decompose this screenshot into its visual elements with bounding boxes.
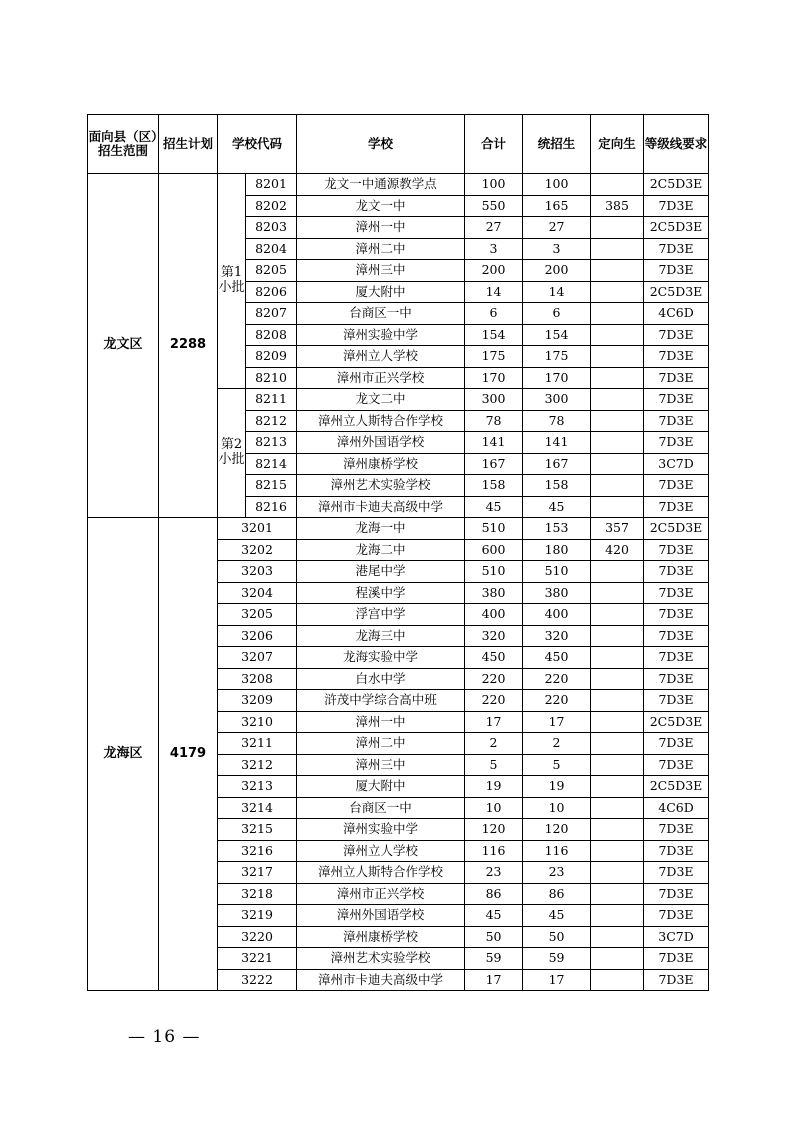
level-cell: 7D3E: [644, 582, 709, 604]
total-cell: 2: [465, 733, 523, 755]
school-code-cell: 3220: [218, 926, 297, 948]
level-cell: 7D3E: [644, 195, 709, 217]
directed-cell: [591, 303, 644, 325]
directed-cell: [591, 797, 644, 819]
unified-cell: 45: [523, 496, 591, 518]
unified-cell: 17: [523, 711, 591, 733]
directed-cell: [591, 776, 644, 798]
unified-cell: 78: [523, 410, 591, 432]
school-name-cell: 龙文二中: [297, 389, 465, 411]
level-cell: 3C7D: [644, 926, 709, 948]
level-cell: 7D3E: [644, 754, 709, 776]
school-code-cell: 3210: [218, 711, 297, 733]
level-cell: 2C5D3E: [644, 518, 709, 540]
total-cell: 600: [465, 539, 523, 561]
directed-cell: [591, 389, 644, 411]
school-code-cell: 3201: [218, 518, 297, 540]
school-name-cell: 漳州市卡迪夫高级中学: [297, 969, 465, 991]
directed-cell: [591, 647, 644, 669]
unified-cell: 50: [523, 926, 591, 948]
total-cell: 17: [465, 969, 523, 991]
directed-cell: [591, 582, 644, 604]
school-name-cell: 浮宫中学: [297, 604, 465, 626]
unified-cell: 450: [523, 647, 591, 669]
school-code-cell: 3206: [218, 625, 297, 647]
level-cell: 7D3E: [644, 389, 709, 411]
school-code-cell: 3212: [218, 754, 297, 776]
school-name-cell: 漳州三中: [297, 754, 465, 776]
school-name-cell: 龙海实验中学: [297, 647, 465, 669]
unified-cell: 5: [523, 754, 591, 776]
region-cell: 龙海区: [88, 518, 159, 991]
unified-cell: 59: [523, 948, 591, 970]
school-code-cell: 3217: [218, 862, 297, 884]
total-cell: 550: [465, 195, 523, 217]
school-code-cell: 3214: [218, 797, 297, 819]
school-name-cell: 漳州立人斯特合作学校: [297, 862, 465, 884]
school-code-cell: 8215: [246, 475, 297, 497]
directed-cell: [591, 324, 644, 346]
school-name-cell: 漳州实验中学: [297, 819, 465, 841]
school-code-cell: 3216: [218, 840, 297, 862]
total-cell: 23: [465, 862, 523, 884]
region-cell: 龙文区: [88, 174, 159, 518]
school-code-cell: 8202: [246, 195, 297, 217]
school-name-cell: 漳州实验中学: [297, 324, 465, 346]
directed-cell: [591, 754, 644, 776]
directed-cell: [591, 969, 644, 991]
school-code-cell: 3221: [218, 948, 297, 970]
directed-cell: 385: [591, 195, 644, 217]
directed-cell: [591, 733, 644, 755]
unified-cell: 2: [523, 733, 591, 755]
total-cell: 400: [465, 604, 523, 626]
directed-cell: [591, 174, 644, 196]
total-cell: 170: [465, 367, 523, 389]
level-cell: 7D3E: [644, 668, 709, 690]
total-cell: 220: [465, 690, 523, 712]
total-cell: 175: [465, 346, 523, 368]
unified-cell: 116: [523, 840, 591, 862]
total-cell: 380: [465, 582, 523, 604]
unified-cell: 154: [523, 324, 591, 346]
directed-cell: [591, 711, 644, 733]
header-level: 等级线要求: [644, 115, 709, 174]
level-cell: 7D3E: [644, 496, 709, 518]
unified-cell: 153: [523, 518, 591, 540]
school-name-cell: 漳州立人斯特合作学校: [297, 410, 465, 432]
school-name-cell: 龙海二中: [297, 539, 465, 561]
total-cell: 3: [465, 238, 523, 260]
school-code-cell: 8212: [246, 410, 297, 432]
batch-label-cell: 第1小批: [218, 174, 246, 389]
unified-cell: 23: [523, 862, 591, 884]
school-code-cell: 3213: [218, 776, 297, 798]
plan-cell: 4179: [159, 518, 218, 991]
school-name-cell: 漳州艺术实验学校: [297, 475, 465, 497]
level-cell: 7D3E: [644, 604, 709, 626]
total-cell: 59: [465, 948, 523, 970]
directed-cell: [591, 883, 644, 905]
total-cell: 450: [465, 647, 523, 669]
directed-cell: [591, 346, 644, 368]
unified-cell: 175: [523, 346, 591, 368]
level-cell: 7D3E: [644, 948, 709, 970]
batch-label-cell: 第2小批: [218, 389, 246, 518]
school-code-cell: 3211: [218, 733, 297, 755]
enrollment-table: [87, 114, 709, 991]
unified-cell: 165: [523, 195, 591, 217]
level-cell: 7D3E: [644, 539, 709, 561]
directed-cell: [591, 604, 644, 626]
directed-cell: [591, 281, 644, 303]
level-cell: 7D3E: [644, 561, 709, 583]
total-cell: 14: [465, 281, 523, 303]
school-code-cell: 8204: [246, 238, 297, 260]
header-plan: 招生计划: [159, 115, 218, 174]
directed-cell: [591, 238, 644, 260]
school-name-cell: 漳州立人学校: [297, 840, 465, 862]
level-cell: 2C5D3E: [644, 776, 709, 798]
level-cell: 7D3E: [644, 410, 709, 432]
unified-cell: 14: [523, 281, 591, 303]
school-name-cell: 漳州市卡迪夫高级中学: [297, 496, 465, 518]
directed-cell: [591, 496, 644, 518]
school-name-cell: 漳州康桥学校: [297, 926, 465, 948]
school-code-cell: 8207: [246, 303, 297, 325]
school-name-cell: 漳州二中: [297, 733, 465, 755]
level-cell: 2C5D3E: [644, 711, 709, 733]
school-name-cell: 龙海一中: [297, 518, 465, 540]
level-cell: 7D3E: [644, 367, 709, 389]
directed-cell: [591, 690, 644, 712]
unified-cell: 158: [523, 475, 591, 497]
total-cell: 86: [465, 883, 523, 905]
total-cell: 158: [465, 475, 523, 497]
school-name-cell: 龙文一中: [297, 195, 465, 217]
school-name-cell: 台商区一中: [297, 797, 465, 819]
table-row: [88, 518, 709, 540]
total-cell: 220: [465, 668, 523, 690]
level-cell: 7D3E: [644, 324, 709, 346]
directed-cell: [591, 260, 644, 282]
school-name-cell: 白水中学: [297, 668, 465, 690]
unified-cell: 220: [523, 668, 591, 690]
school-code-cell: 8203: [246, 217, 297, 239]
school-code-cell: 8201: [246, 174, 297, 196]
total-cell: 167: [465, 453, 523, 475]
school-code-cell: 8213: [246, 432, 297, 454]
directed-cell: [591, 948, 644, 970]
school-name-cell: 港尾中学: [297, 561, 465, 583]
school-code-cell: 3207: [218, 647, 297, 669]
unified-cell: 180: [523, 539, 591, 561]
directed-cell: [591, 668, 644, 690]
header-total: 合计: [465, 115, 523, 174]
school-name-cell: 漳州三中: [297, 260, 465, 282]
level-cell: 7D3E: [644, 690, 709, 712]
school-code-cell: 3204: [218, 582, 297, 604]
level-cell: 2C5D3E: [644, 174, 709, 196]
total-cell: 6: [465, 303, 523, 325]
school-name-cell: 漳州市正兴学校: [297, 367, 465, 389]
level-cell: 7D3E: [644, 432, 709, 454]
table-body: [88, 174, 709, 991]
directed-cell: [591, 840, 644, 862]
school-code-cell: 8208: [246, 324, 297, 346]
school-code-cell: 3203: [218, 561, 297, 583]
page-number: — 16 —: [128, 1027, 201, 1047]
level-cell: 7D3E: [644, 969, 709, 991]
level-cell: 7D3E: [644, 883, 709, 905]
level-cell: 7D3E: [644, 862, 709, 884]
total-cell: 45: [465, 496, 523, 518]
unified-cell: 220: [523, 690, 591, 712]
school-code-cell: 3219: [218, 905, 297, 927]
directed-cell: [591, 453, 644, 475]
unified-cell: 17: [523, 969, 591, 991]
school-code-cell: 3215: [218, 819, 297, 841]
total-cell: 200: [465, 260, 523, 282]
school-name-cell: 漳州外国语学校: [297, 432, 465, 454]
total-cell: 45: [465, 905, 523, 927]
unified-cell: 510: [523, 561, 591, 583]
directed-cell: [591, 905, 644, 927]
directed-cell: [591, 410, 644, 432]
total-cell: 510: [465, 561, 523, 583]
level-cell: 7D3E: [644, 819, 709, 841]
unified-cell: 19: [523, 776, 591, 798]
school-code-cell: 3208: [218, 668, 297, 690]
level-cell: 2C5D3E: [644, 281, 709, 303]
directed-cell: [591, 367, 644, 389]
total-cell: 100: [465, 174, 523, 196]
school-code-cell: 3218: [218, 883, 297, 905]
school-code-cell: 8216: [246, 496, 297, 518]
directed-cell: 357: [591, 518, 644, 540]
unified-cell: 300: [523, 389, 591, 411]
unified-cell: 141: [523, 432, 591, 454]
level-cell: 7D3E: [644, 475, 709, 497]
unified-cell: 400: [523, 604, 591, 626]
directed-cell: [591, 432, 644, 454]
school-code-cell: 3205: [218, 604, 297, 626]
total-cell: 10: [465, 797, 523, 819]
header-row: [88, 115, 709, 174]
school-name-cell: 漳州一中: [297, 711, 465, 733]
unified-cell: 45: [523, 905, 591, 927]
total-cell: 154: [465, 324, 523, 346]
total-cell: 300: [465, 389, 523, 411]
level-cell: 7D3E: [644, 905, 709, 927]
total-cell: 120: [465, 819, 523, 841]
school-code-cell: 8206: [246, 281, 297, 303]
school-name-cell: 漳州康桥学校: [297, 453, 465, 475]
level-cell: 7D3E: [644, 733, 709, 755]
level-cell: 7D3E: [644, 260, 709, 282]
level-cell: 4C6D: [644, 797, 709, 819]
level-cell: 7D3E: [644, 625, 709, 647]
school-name-cell: 漳州二中: [297, 238, 465, 260]
header-region: 面向县（区）招生范围: [88, 115, 159, 174]
school-name-cell: 龙文一中通源教学点: [297, 174, 465, 196]
unified-cell: 86: [523, 883, 591, 905]
school-name-cell: 漳州立人学校: [297, 346, 465, 368]
school-name-cell: 厦大附中: [297, 281, 465, 303]
school-name-cell: 龙海三中: [297, 625, 465, 647]
unified-cell: 170: [523, 367, 591, 389]
total-cell: 141: [465, 432, 523, 454]
total-cell: 17: [465, 711, 523, 733]
school-name-cell: 浒茂中学综合高中班: [297, 690, 465, 712]
school-name-cell: 漳州外国语学校: [297, 905, 465, 927]
school-code-cell: 3209: [218, 690, 297, 712]
school-name-cell: 漳州一中: [297, 217, 465, 239]
directed-cell: [591, 217, 644, 239]
school-name-cell: 漳州艺术实验学校: [297, 948, 465, 970]
unified-cell: 120: [523, 819, 591, 841]
school-name-cell: 厦大附中: [297, 776, 465, 798]
unified-cell: 380: [523, 582, 591, 604]
total-cell: 5: [465, 754, 523, 776]
level-cell: 2C5D3E: [644, 217, 709, 239]
unified-cell: 6: [523, 303, 591, 325]
header-unified: 统招生: [523, 115, 591, 174]
level-cell: 7D3E: [644, 238, 709, 260]
level-cell: 7D3E: [644, 346, 709, 368]
total-cell: 19: [465, 776, 523, 798]
total-cell: 116: [465, 840, 523, 862]
school-name-cell: 台商区一中: [297, 303, 465, 325]
school-code-cell: 8211: [246, 389, 297, 411]
school-name-cell: 漳州市正兴学校: [297, 883, 465, 905]
school-code-cell: 8205: [246, 260, 297, 282]
school-code-cell: 8210: [246, 367, 297, 389]
level-cell: 3C7D: [644, 453, 709, 475]
plan-cell: 2288: [159, 174, 218, 518]
unified-cell: 100: [523, 174, 591, 196]
school-code-cell: 8214: [246, 453, 297, 475]
total-cell: 50: [465, 926, 523, 948]
total-cell: 78: [465, 410, 523, 432]
directed-cell: 420: [591, 539, 644, 561]
unified-cell: 200: [523, 260, 591, 282]
level-cell: 7D3E: [644, 840, 709, 862]
unified-cell: 3: [523, 238, 591, 260]
directed-cell: [591, 926, 644, 948]
header-school: 学校: [297, 115, 465, 174]
unified-cell: 10: [523, 797, 591, 819]
school-name-cell: 程溪中学: [297, 582, 465, 604]
unified-cell: 167: [523, 453, 591, 475]
school-code-cell: 3222: [218, 969, 297, 991]
directed-cell: [591, 561, 644, 583]
table-row: [88, 174, 709, 196]
unified-cell: 320: [523, 625, 591, 647]
total-cell: 510: [465, 518, 523, 540]
school-code-cell: 3202: [218, 539, 297, 561]
total-cell: 320: [465, 625, 523, 647]
header-code: 学校代码: [218, 115, 297, 174]
directed-cell: [591, 819, 644, 841]
school-code-cell: 8209: [246, 346, 297, 368]
total-cell: 27: [465, 217, 523, 239]
directed-cell: [591, 475, 644, 497]
directed-cell: [591, 862, 644, 884]
level-cell: 7D3E: [644, 647, 709, 669]
level-cell: 4C6D: [644, 303, 709, 325]
header-directed: 定向生: [591, 115, 644, 174]
unified-cell: 27: [523, 217, 591, 239]
directed-cell: [591, 625, 644, 647]
